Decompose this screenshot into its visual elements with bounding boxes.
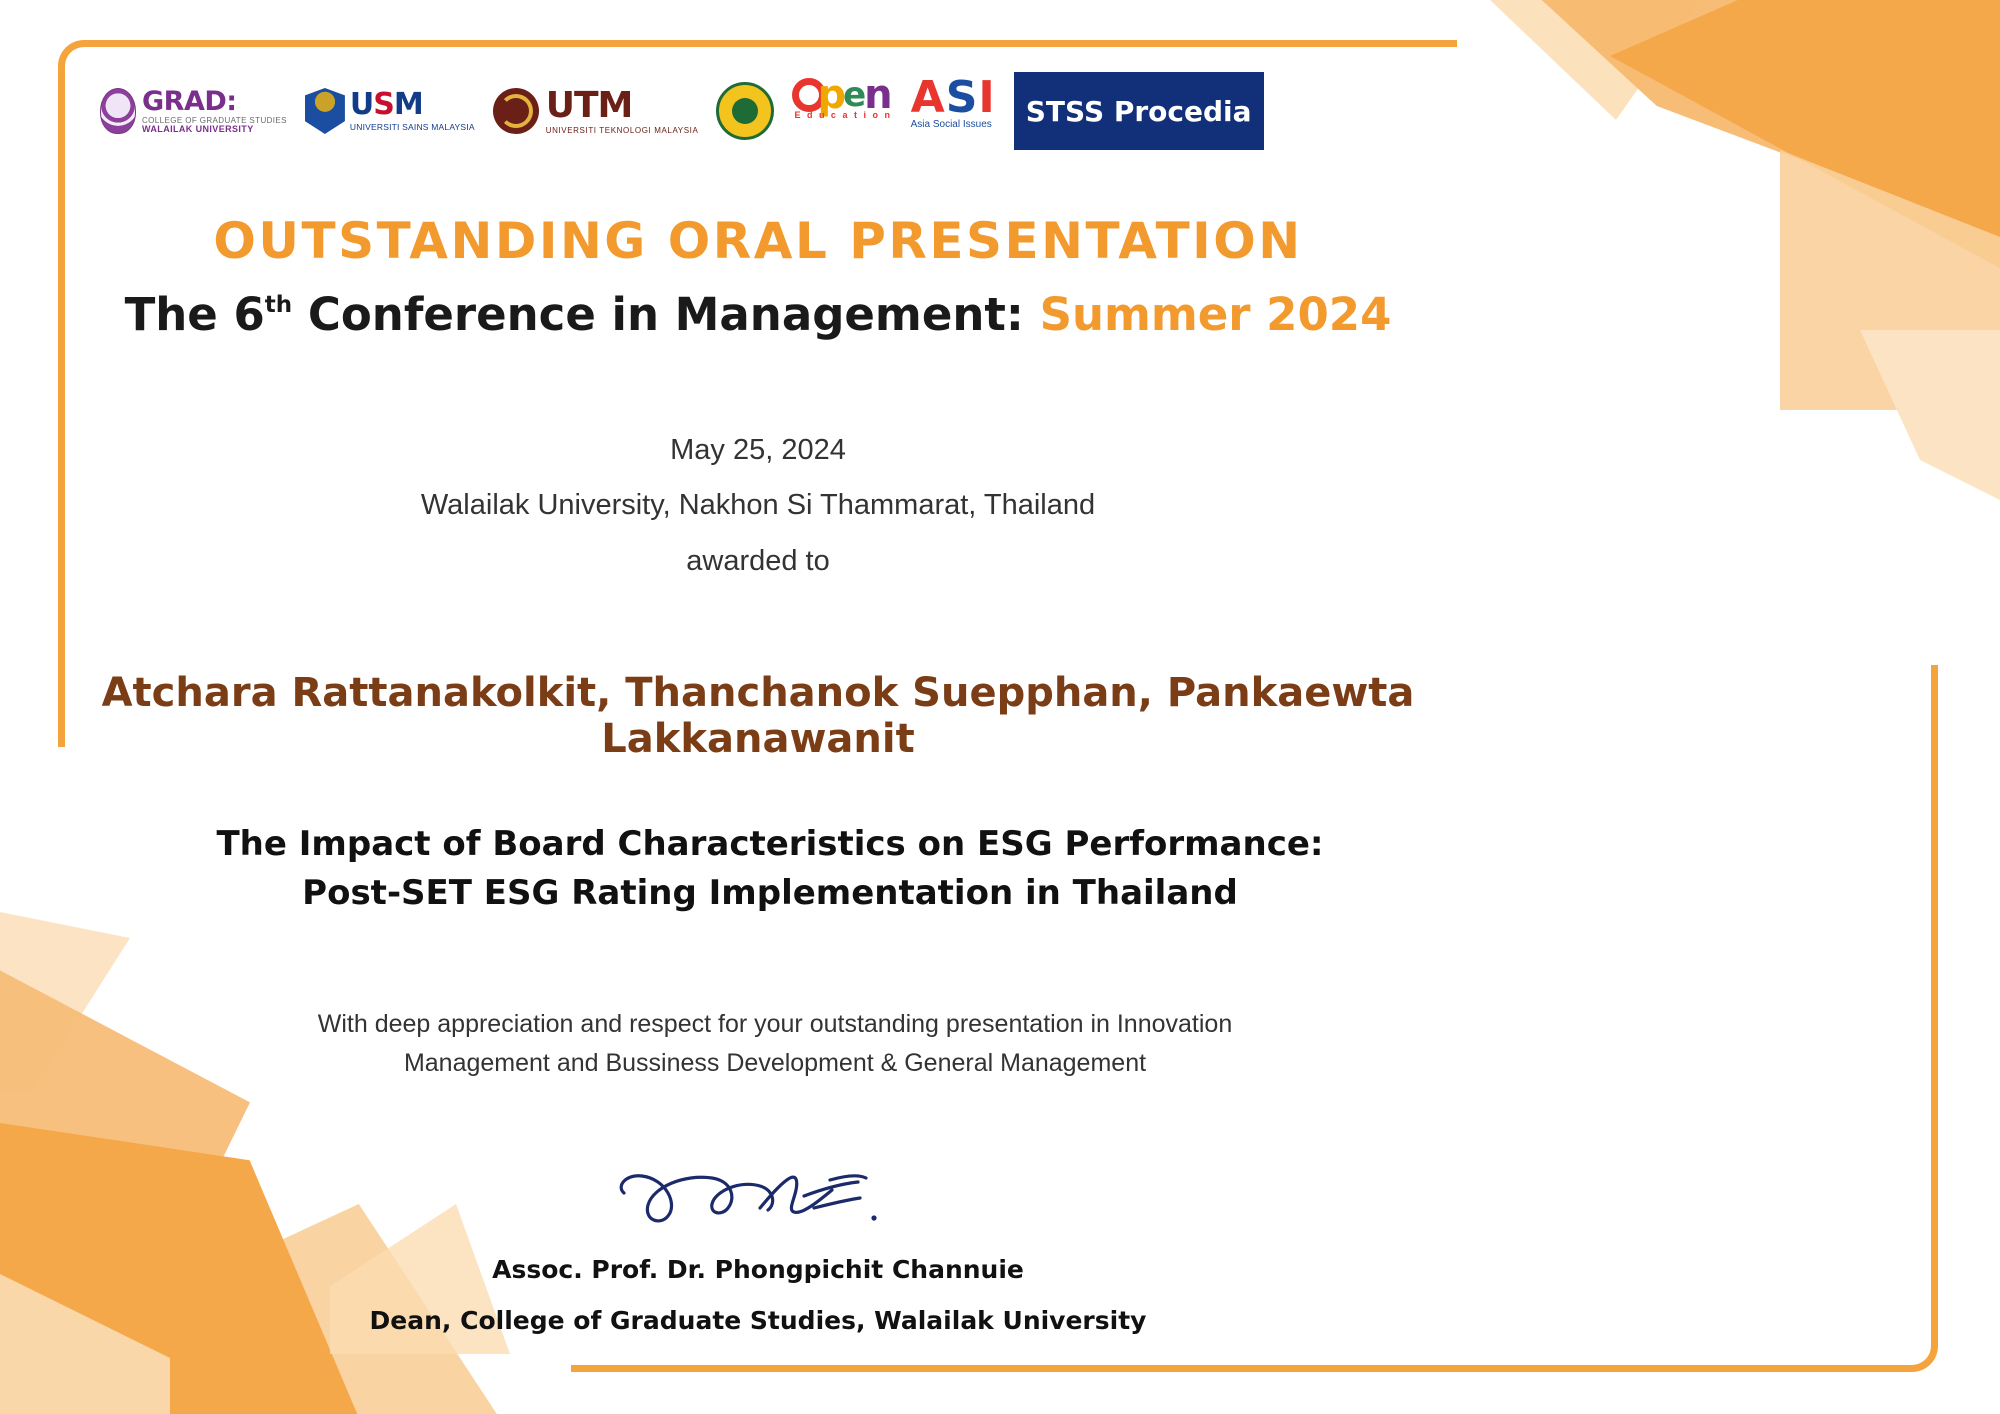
grad-logo-line2: WALAILAK UNIVERSITY — [142, 124, 254, 134]
recipient-names: Atchara Rattanakolkit, Thanchanok Suepphan, Pankaewta Lakkanawanit — [101, 670, 1415, 762]
usm-logo — [305, 78, 475, 144]
utm-mark-icon — [493, 88, 539, 134]
signature — [0, 1160, 1516, 1236]
open-education-line1: E d u c a t i o n — [794, 110, 892, 120]
signature-icon — [608, 1160, 908, 1236]
event-date: May 25, 2024 — [670, 434, 846, 466]
open-education-logo — [792, 72, 893, 144]
appreciation-text: With deep appreciation and respect for your outstanding presentation in Innovation Management and Bussiness Development & General Management — [317, 1010, 1233, 1077]
utm-logo-wordmark: UTM — [545, 84, 633, 126]
conference-title — [0, 288, 1516, 341]
walailak-seal-icon — [100, 88, 136, 134]
paper-title: The Impact of Board Characteristics on ESG Performance: Post-SET ESG Rating Implementation in Thailand — [216, 824, 1324, 914]
grad-logo-wordmark: GRAD: — [142, 86, 237, 117]
signature-dot-icon — [871, 1215, 876, 1220]
grad-walailak-logo — [100, 78, 287, 144]
organizer-logos — [100, 72, 1264, 146]
grad-logo-line1: COLLEGE OF GRADUATE STUDIES — [142, 116, 287, 125]
utm-logo — [493, 78, 699, 144]
awarded-to-label: awarded to — [686, 545, 830, 577]
asi-logo-wordmark: ASI — [910, 72, 996, 123]
usm-crest-icon — [305, 88, 345, 134]
university-seal-icon — [716, 82, 774, 140]
conference-title-ordinal: th — [264, 292, 293, 318]
conference-title-edition: Summer 2024 — [1039, 288, 1392, 341]
stss-procedia-logo: STSS Procedia — [1014, 72, 1264, 150]
asi-logo — [910, 72, 996, 144]
award-title: OUTSTANDING ORAL PRESENTATION — [213, 212, 1303, 270]
open-letter-n: n — [864, 72, 893, 118]
asi-logo-line1: Asia Social Issues — [910, 118, 992, 130]
conference-title-name: Conference in Management: — [292, 288, 1040, 341]
usm-logo-line1: UNIVERSITI SAINS MALAYSIA — [349, 122, 475, 133]
event-venue: Walailak University, Nakhon Si Thammarat, Thailand — [420, 489, 1096, 521]
university-seal-logo — [716, 78, 774, 144]
usm-logo-wordmark: USM — [349, 87, 423, 123]
conference-title-prefix: The 6 — [124, 288, 265, 341]
signer-name: Assoc. Prof. Dr. Phongpichit Channuie — [492, 1255, 1024, 1284]
utm-logo-line1: UNIVERSITI TEKNOLOGI MALAYSIA — [545, 125, 699, 135]
open-letter-e: e — [843, 74, 867, 115]
signer-role: Dean, College of Graduate Studies, Walailak University — [369, 1306, 1147, 1335]
open-letter-p: p — [817, 72, 847, 118]
